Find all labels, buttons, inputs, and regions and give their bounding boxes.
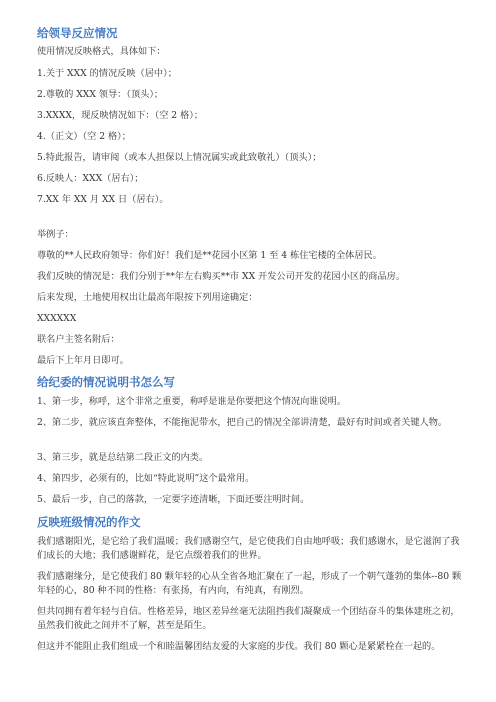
essay-paragraph-1: 我们感谢阳光，是它给了我们温暖；我们感谢空气，是它使我们自由地呼吸；我们感谢水，是它滋润了我们成长的大地；我们感谢鲜花，是它点缀着我们的世界。 bbox=[37, 536, 460, 561]
essay-paragraph-2: 我们感谢缘分，是它使我们 80 颗年轻的心从全省各地汇聚在了一起，形成了一个朝气蓬勃的集体--80 颗年轻的心，80 种不同的性格：有张扬，有内向，有纯真，有刚烈。 bbox=[37, 571, 462, 596]
section-heading-discipline-report: 给纪委的情况说明书怎么写 bbox=[37, 375, 175, 389]
format-item-3: 3.XXXX，现反映情况如下：（空 2 格）； bbox=[37, 110, 204, 121]
format-item-2: 2.尊敬的 XXX 领导：（顶头）； bbox=[37, 89, 164, 100]
step-item-2: 2、第二步，就应该直奔整体，不能拖泥带水，把自己的情况全部讲清楚，最好有时间或者关键人物。 bbox=[37, 417, 448, 428]
format-item-4: 4.（正文）（空 2 格）； bbox=[37, 131, 131, 142]
step-item-3: 3、第三步，就是总结第二段正文的内类。 bbox=[37, 452, 209, 463]
essay-paragraph-3: 但共同拥有着年轻与自信。性格差异，地区差异丝毫无法阻挡我们凝聚成一个团结奋斗的集体建班之初，虽然我们彼此之间并不了解，甚至是陌生。 bbox=[37, 606, 460, 631]
format-item-1: 1.关于 XXX 的情况反映（居中）； bbox=[37, 68, 177, 79]
intro-line: 使用情况反映格式，具体如下： bbox=[37, 46, 166, 57]
step-item-5: 5、最后一步，自己的落款，一定要字迹清晰，下面还要注明时间。 bbox=[37, 494, 310, 505]
example-line: 联名户主签名附后： bbox=[37, 334, 120, 345]
format-item-7: 7.XX 年 XX 月 XX 日（居右）。 bbox=[37, 194, 169, 205]
essay-paragraph-4: 但这并不能阻止我们组成一个和睦温馨团结友爱的大家庭的步伐。我们 80 颗心是紧紧栓在一起的。 bbox=[37, 641, 441, 652]
section-heading-report-to-leader: 给领导反应情况 bbox=[37, 26, 118, 40]
step-item-4: 4、第四步，必须有的，比如“特此说明”这个最常用。 bbox=[37, 473, 255, 484]
example-line: 尊敬的**人民政府领导：你们好！我们是**花园小区第 1 至 4 栋住宅楼的全体居民。 bbox=[37, 250, 382, 261]
format-item-6: 6.反映人：XXX（居右）； bbox=[37, 173, 144, 184]
example-line: 最后下上年月日即可。 bbox=[37, 355, 129, 366]
example-line: XXXXXX bbox=[37, 313, 77, 324]
format-item-5: 5.特此报告，请审阅（或本人担保以上情况属实或此致敬礼）（顶头）； bbox=[37, 152, 322, 163]
section-heading-class-essay: 反映班级情况的作文 bbox=[37, 515, 141, 529]
step-item-1: 1、第一步，称呼，这个非常之重要，称呼是谁是你要把这个情况向谁说明。 bbox=[37, 396, 347, 407]
example-line: 我们反映的情况是：我们分别于**年左右购买**市 XX 开发公司开发的花园小区的商品房。 bbox=[37, 271, 406, 282]
example-title: 举例子： bbox=[37, 229, 74, 240]
example-line: 后来发现，土地使用权出让最高年限按下列用途确定： bbox=[37, 292, 258, 303]
